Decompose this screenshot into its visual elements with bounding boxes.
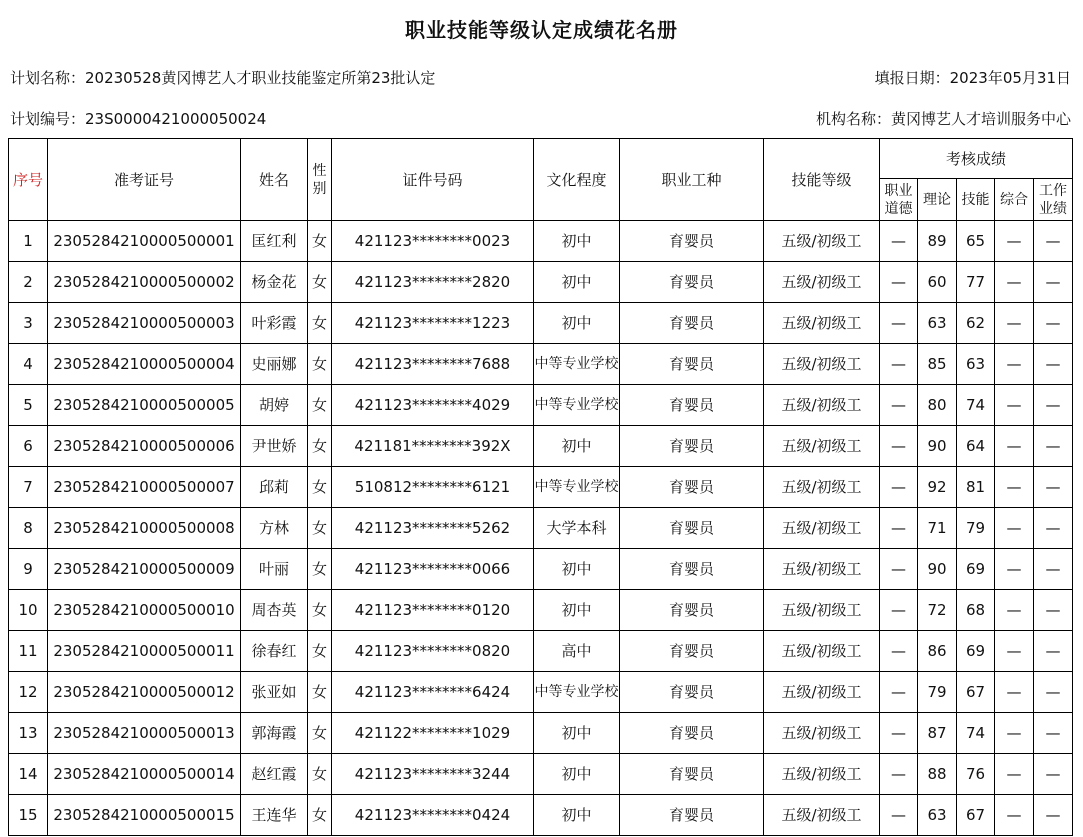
cell-name: 方林 bbox=[241, 508, 308, 549]
header-theory: 理论 bbox=[918, 179, 957, 221]
cell-seq: 8 bbox=[9, 508, 48, 549]
cell-ethics: — bbox=[880, 426, 918, 467]
cell-skill-level: 五级/初级工 bbox=[764, 344, 880, 385]
cell-theory: 80 bbox=[918, 385, 957, 426]
cell-name: 徐春红 bbox=[241, 631, 308, 672]
cell-name: 张亚如 bbox=[241, 672, 308, 713]
cell-seq: 12 bbox=[9, 672, 48, 713]
cell-gender: 女 bbox=[308, 344, 332, 385]
cell-education: 初中 bbox=[534, 590, 620, 631]
cell-occupation: 育婴员 bbox=[620, 385, 764, 426]
cell-comprehensive: — bbox=[995, 713, 1034, 754]
cell-theory: 88 bbox=[918, 754, 957, 795]
cell-comprehensive: — bbox=[995, 385, 1034, 426]
cell-id-number: 510812********6121 bbox=[332, 467, 534, 508]
cell-comprehensive: — bbox=[995, 795, 1034, 836]
cell-performance: — bbox=[1034, 631, 1073, 672]
cell-education: 初中 bbox=[534, 754, 620, 795]
cell-education: 初中 bbox=[534, 713, 620, 754]
cell-theory: 72 bbox=[918, 590, 957, 631]
cell-id-number: 421123********6424 bbox=[332, 672, 534, 713]
cell-performance: — bbox=[1034, 303, 1073, 344]
cell-skill: 69 bbox=[957, 549, 995, 590]
cell-exam-no: 2305284210000500008 bbox=[48, 508, 241, 549]
cell-ethics: — bbox=[880, 303, 918, 344]
cell-exam-no: 2305284210000500009 bbox=[48, 549, 241, 590]
cell-seq: 10 bbox=[9, 590, 48, 631]
cell-exam-no: 2305284210000500006 bbox=[48, 426, 241, 467]
cell-performance: — bbox=[1034, 262, 1073, 303]
cell-skill: 79 bbox=[957, 508, 995, 549]
cell-exam-no: 2305284210000500010 bbox=[48, 590, 241, 631]
cell-performance: — bbox=[1034, 549, 1073, 590]
cell-theory: 90 bbox=[918, 426, 957, 467]
cell-performance: — bbox=[1034, 795, 1073, 836]
cell-seq: 1 bbox=[9, 221, 48, 262]
cell-name: 匡红利 bbox=[241, 221, 308, 262]
table-row bbox=[9, 754, 1073, 795]
cell-ethics: — bbox=[880, 262, 918, 303]
cell-performance: — bbox=[1034, 713, 1073, 754]
cell-skill-level: 五级/初级工 bbox=[764, 426, 880, 467]
cell-theory: 63 bbox=[918, 303, 957, 344]
cell-gender: 女 bbox=[308, 754, 332, 795]
cell-skill: 76 bbox=[957, 754, 995, 795]
cell-performance: — bbox=[1034, 467, 1073, 508]
cell-seq: 2 bbox=[9, 262, 48, 303]
cell-occupation: 育婴员 bbox=[620, 344, 764, 385]
cell-exam-no: 2305284210000500015 bbox=[48, 795, 241, 836]
cell-occupation: 育婴员 bbox=[620, 467, 764, 508]
table-row bbox=[9, 549, 1073, 590]
cell-education: 初中 bbox=[534, 262, 620, 303]
table-row bbox=[9, 344, 1073, 385]
cell-education: 大学本科 bbox=[534, 508, 620, 549]
cell-occupation: 育婴员 bbox=[620, 426, 764, 467]
cell-id-number: 421123********3244 bbox=[332, 754, 534, 795]
cell-name: 周杏英 bbox=[241, 590, 308, 631]
table-row bbox=[9, 631, 1073, 672]
header-occupation: 职业工种 bbox=[620, 139, 764, 221]
cell-id-number: 421123********0066 bbox=[332, 549, 534, 590]
cell-seq: 15 bbox=[9, 795, 48, 836]
cell-id-number: 421123********2820 bbox=[332, 262, 534, 303]
cell-name: 邱莉 bbox=[241, 467, 308, 508]
cell-name: 杨金花 bbox=[241, 262, 308, 303]
cell-theory: 90 bbox=[918, 549, 957, 590]
cell-skill-level: 五级/初级工 bbox=[764, 631, 880, 672]
cell-gender: 女 bbox=[308, 713, 332, 754]
cell-occupation: 育婴员 bbox=[620, 262, 764, 303]
cell-skill: 69 bbox=[957, 631, 995, 672]
cell-exam-no: 2305284210000500007 bbox=[48, 467, 241, 508]
cell-skill: 74 bbox=[957, 713, 995, 754]
cell-performance: — bbox=[1034, 590, 1073, 631]
cell-skill-level: 五级/初级工 bbox=[764, 262, 880, 303]
plan-name: 计划名称：20230528黄冈博艺人才职业技能鉴定所第23批认定 bbox=[10, 69, 436, 87]
cell-education: 初中 bbox=[534, 795, 620, 836]
score-roster-table bbox=[8, 138, 1073, 836]
cell-ethics: — bbox=[880, 385, 918, 426]
cell-skill: 81 bbox=[957, 467, 995, 508]
cell-gender: 女 bbox=[308, 303, 332, 344]
cell-theory: 71 bbox=[918, 508, 957, 549]
cell-skill: 62 bbox=[957, 303, 995, 344]
header-gender: 性别 bbox=[308, 139, 332, 221]
cell-seq: 6 bbox=[9, 426, 48, 467]
cell-education: 中等专业学校 bbox=[534, 672, 620, 713]
cell-occupation: 育婴员 bbox=[620, 303, 764, 344]
cell-skill-level: 五级/初级工 bbox=[764, 590, 880, 631]
cell-comprehensive: — bbox=[995, 549, 1034, 590]
header-performance: 工作业绩 bbox=[1034, 179, 1073, 221]
cell-occupation: 育婴员 bbox=[620, 754, 764, 795]
cell-name: 胡婷 bbox=[241, 385, 308, 426]
cell-occupation: 育婴员 bbox=[620, 221, 764, 262]
cell-ethics: — bbox=[880, 754, 918, 795]
cell-comprehensive: — bbox=[995, 344, 1034, 385]
cell-seq: 3 bbox=[9, 303, 48, 344]
cell-comprehensive: — bbox=[995, 426, 1034, 467]
table-row bbox=[9, 262, 1073, 303]
cell-id-number: 421123********4029 bbox=[332, 385, 534, 426]
table-row bbox=[9, 590, 1073, 631]
cell-gender: 女 bbox=[308, 221, 332, 262]
cell-gender: 女 bbox=[308, 672, 332, 713]
cell-seq: 13 bbox=[9, 713, 48, 754]
cell-seq: 4 bbox=[9, 344, 48, 385]
cell-exam-no: 2305284210000500004 bbox=[48, 344, 241, 385]
plan-number: 计划编号：23S000042100005002​4 bbox=[10, 110, 267, 128]
cell-occupation: 育婴员 bbox=[620, 590, 764, 631]
cell-skill: 67 bbox=[957, 672, 995, 713]
cell-ethics: — bbox=[880, 344, 918, 385]
table-row bbox=[9, 795, 1073, 836]
header-exam-no: 准考证号 bbox=[48, 139, 241, 221]
cell-performance: — bbox=[1034, 754, 1073, 795]
cell-occupation: 育婴员 bbox=[620, 713, 764, 754]
cell-name: 王连华 bbox=[241, 795, 308, 836]
cell-theory: 89 bbox=[918, 221, 957, 262]
cell-occupation: 育婴员 bbox=[620, 631, 764, 672]
cell-education: 初中 bbox=[534, 549, 620, 590]
cell-gender: 女 bbox=[308, 795, 332, 836]
cell-education: 中等专业学校 bbox=[534, 385, 620, 426]
cell-name: 叶丽 bbox=[241, 549, 308, 590]
cell-gender: 女 bbox=[308, 631, 332, 672]
cell-theory: 92 bbox=[918, 467, 957, 508]
table-row bbox=[9, 385, 1073, 426]
cell-skill-level: 五级/初级工 bbox=[764, 795, 880, 836]
cell-skill-level: 五级/初级工 bbox=[764, 713, 880, 754]
cell-exam-no: 2305284210000500003 bbox=[48, 303, 241, 344]
header-score-group: 考核成绩 bbox=[880, 139, 1073, 179]
cell-skill-level: 五级/初级工 bbox=[764, 754, 880, 795]
cell-seq: 14 bbox=[9, 754, 48, 795]
header-skill-level: 技能等级 bbox=[764, 139, 880, 221]
cell-gender: 女 bbox=[308, 590, 332, 631]
cell-occupation: 育婴员 bbox=[620, 795, 764, 836]
table-row bbox=[9, 508, 1073, 549]
cell-comprehensive: — bbox=[995, 303, 1034, 344]
cell-occupation: 育婴员 bbox=[620, 672, 764, 713]
document-title: 职业技能等级认定成绩花名册 bbox=[405, 18, 678, 42]
header-skill: 技能 bbox=[957, 179, 995, 221]
cell-ethics: — bbox=[880, 590, 918, 631]
table-row bbox=[9, 221, 1073, 262]
cell-theory: 85 bbox=[918, 344, 957, 385]
cell-id-number: 421123********0820 bbox=[332, 631, 534, 672]
cell-ethics: — bbox=[880, 467, 918, 508]
cell-ethics: — bbox=[880, 631, 918, 672]
header-row bbox=[9, 139, 1073, 179]
cell-occupation: 育婴员 bbox=[620, 508, 764, 549]
cell-comprehensive: — bbox=[995, 262, 1034, 303]
cell-skill: 68 bbox=[957, 590, 995, 631]
cell-education: 初中 bbox=[534, 303, 620, 344]
cell-skill-level: 五级/初级工 bbox=[764, 549, 880, 590]
cell-skill-level: 五级/初级工 bbox=[764, 221, 880, 262]
cell-education: 初中 bbox=[534, 426, 620, 467]
cell-id-number: 421123********7688 bbox=[332, 344, 534, 385]
header-id-number: 证件号码 bbox=[332, 139, 534, 221]
cell-performance: — bbox=[1034, 426, 1073, 467]
cell-id-number: 421123********0424 bbox=[332, 795, 534, 836]
cell-performance: — bbox=[1034, 344, 1073, 385]
cell-education: 中等专业学校 bbox=[534, 467, 620, 508]
cell-ethics: — bbox=[880, 713, 918, 754]
cell-ethics: — bbox=[880, 672, 918, 713]
cell-performance: — bbox=[1034, 221, 1073, 262]
cell-performance: — bbox=[1034, 385, 1073, 426]
table-row bbox=[9, 426, 1073, 467]
cell-ethics: — bbox=[880, 221, 918, 262]
cell-gender: 女 bbox=[308, 385, 332, 426]
cell-id-number: 421123********0120 bbox=[332, 590, 534, 631]
cell-seq: 9 bbox=[9, 549, 48, 590]
cell-name: 赵红霞 bbox=[241, 754, 308, 795]
cell-exam-no: 2305284210000500011 bbox=[48, 631, 241, 672]
table-body bbox=[9, 221, 1073, 836]
header-comprehensive: 综合 bbox=[995, 179, 1034, 221]
cell-skill: 74 bbox=[957, 385, 995, 426]
cell-comprehensive: — bbox=[995, 467, 1034, 508]
cell-theory: 79 bbox=[918, 672, 957, 713]
cell-exam-no: 2305284210000500012 bbox=[48, 672, 241, 713]
cell-skill-level: 五级/初级工 bbox=[764, 385, 880, 426]
cell-education: 高中 bbox=[534, 631, 620, 672]
cell-theory: 63 bbox=[918, 795, 957, 836]
organization-name: 机构名称：黄冈博艺人才培训服务中心 bbox=[815, 110, 1071, 128]
cell-exam-no: 2305284210000500001 bbox=[48, 221, 241, 262]
table-row bbox=[9, 672, 1073, 713]
cell-id-number: 421123********0023 bbox=[332, 221, 534, 262]
cell-id-number: 421123********5262 bbox=[332, 508, 534, 549]
cell-comprehensive: — bbox=[995, 754, 1034, 795]
cell-name: 尹世娇 bbox=[241, 426, 308, 467]
cell-skill-level: 五级/初级工 bbox=[764, 467, 880, 508]
cell-comprehensive: — bbox=[995, 221, 1034, 262]
cell-gender: 女 bbox=[308, 426, 332, 467]
table-row bbox=[9, 713, 1073, 754]
cell-gender: 女 bbox=[308, 262, 332, 303]
cell-seq: 7 bbox=[9, 467, 48, 508]
cell-name: 郭海霞 bbox=[241, 713, 308, 754]
cell-education: 初中 bbox=[534, 221, 620, 262]
cell-seq: 11 bbox=[9, 631, 48, 672]
header-ethics: 职业道德 bbox=[880, 179, 918, 221]
cell-name: 史丽娜 bbox=[241, 344, 308, 385]
cell-exam-no: 2305284210000500013 bbox=[48, 713, 241, 754]
header-education: 文化程度 bbox=[534, 139, 620, 221]
table-row bbox=[9, 303, 1073, 344]
cell-theory: 86 bbox=[918, 631, 957, 672]
cell-gender: 女 bbox=[308, 549, 332, 590]
cell-id-number: 421122********1029 bbox=[332, 713, 534, 754]
cell-performance: — bbox=[1034, 672, 1073, 713]
cell-skill: 63 bbox=[957, 344, 995, 385]
cell-skill: 67 bbox=[957, 795, 995, 836]
cell-exam-no: 2305284210000500005 bbox=[48, 385, 241, 426]
cell-seq: 5 bbox=[9, 385, 48, 426]
cell-ethics: — bbox=[880, 795, 918, 836]
cell-performance: — bbox=[1034, 508, 1073, 549]
cell-ethics: — bbox=[880, 549, 918, 590]
cell-theory: 87 bbox=[918, 713, 957, 754]
table-row bbox=[9, 467, 1073, 508]
cell-skill: 77 bbox=[957, 262, 995, 303]
cell-skill: 64 bbox=[957, 426, 995, 467]
cell-exam-no: 2305284210000500002 bbox=[48, 262, 241, 303]
cell-id-number: 421123********1223 bbox=[332, 303, 534, 344]
header-seq: 序号 bbox=[9, 139, 48, 221]
cell-ethics: — bbox=[880, 508, 918, 549]
cell-id-number: 421181********392X bbox=[332, 426, 534, 467]
fill-date: 填报日期：2023年05月31日 bbox=[874, 69, 1071, 87]
cell-skill: 65 bbox=[957, 221, 995, 262]
cell-comprehensive: — bbox=[995, 631, 1034, 672]
cell-skill-level: 五级/初级工 bbox=[764, 303, 880, 344]
cell-comprehensive: — bbox=[995, 672, 1034, 713]
cell-exam-no: 2305284210000500014 bbox=[48, 754, 241, 795]
cell-comprehensive: — bbox=[995, 508, 1034, 549]
cell-theory: 60 bbox=[918, 262, 957, 303]
cell-comprehensive: — bbox=[995, 590, 1034, 631]
cell-gender: 女 bbox=[308, 467, 332, 508]
cell-skill-level: 五级/初级工 bbox=[764, 508, 880, 549]
cell-occupation: 育婴员 bbox=[620, 549, 764, 590]
cell-skill-level: 五级/初级工 bbox=[764, 672, 880, 713]
cell-gender: 女 bbox=[308, 508, 332, 549]
header-name: 姓名 bbox=[241, 139, 308, 221]
cell-name: 叶彩霞 bbox=[241, 303, 308, 344]
cell-education: 中等专业学校 bbox=[534, 344, 620, 385]
